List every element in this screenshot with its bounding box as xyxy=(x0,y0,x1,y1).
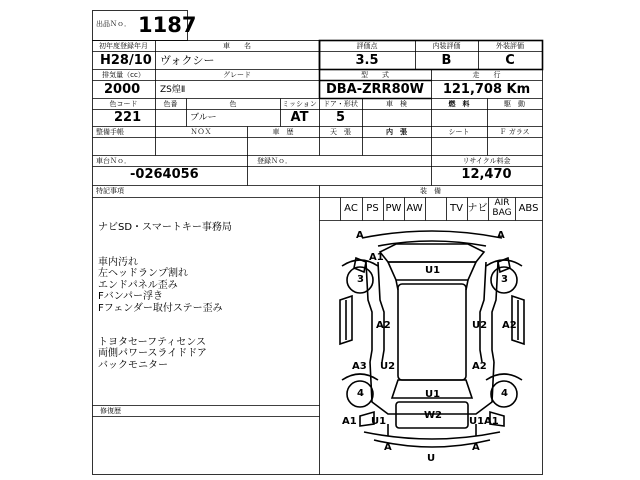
note-line: Fバンパー浮き xyxy=(98,291,164,302)
exterior-value: C xyxy=(505,53,515,68)
damage-mark: U1 xyxy=(425,389,441,400)
fuel-label: 燃 料 xyxy=(448,100,470,108)
model-label: 型 式 xyxy=(361,71,389,79)
chassis-label: 車台Ｎｏ． xyxy=(96,157,131,165)
transmission-label: ミッション xyxy=(282,100,317,108)
mileage-value: 121,708 Km xyxy=(442,82,531,97)
note-line: ナビSD・スマートキー事務局 xyxy=(98,222,232,233)
damage-mark: A xyxy=(356,230,364,241)
color-value: ブルー xyxy=(190,113,217,123)
rear-bumper-outline xyxy=(364,432,500,439)
color-label: 色 xyxy=(229,100,237,108)
hood-outline xyxy=(380,244,484,262)
damage-mark: 3 xyxy=(357,274,364,285)
note-line: 車内汚れ xyxy=(98,257,138,268)
transmission-value: AT xyxy=(290,110,309,125)
interior-label: 内装評価 xyxy=(432,42,461,50)
note-line: 両側パワースライドドア xyxy=(98,348,207,359)
equip-abs: ABS xyxy=(518,203,539,214)
equip-ac: AC xyxy=(344,203,358,214)
interior-trim-label: 内 張 xyxy=(386,128,407,136)
front-bumper-outline xyxy=(362,231,502,238)
equip-airbag: AIR BAG xyxy=(492,198,512,218)
damage-mark: A1 xyxy=(369,252,384,263)
notes-label: 特記事項 xyxy=(96,187,124,195)
exterior-label: 外装評価 xyxy=(496,42,524,50)
manual-label: 整備手帳 xyxy=(96,128,124,136)
doors-label: ドア・形状 xyxy=(323,100,358,108)
damage-mark: U1 xyxy=(371,416,387,427)
nox-label: ＮＯＸ xyxy=(190,128,212,136)
damage-mark: W2 xyxy=(424,410,442,421)
chassis-value: -0264056 xyxy=(130,167,199,182)
damage-mark: A2 xyxy=(502,320,517,331)
right-side-outline xyxy=(492,262,498,362)
damage-mark: A2 xyxy=(472,361,487,372)
left-side-outline xyxy=(366,262,372,362)
damage-mark: A2 xyxy=(376,320,391,331)
reg-no-label: 登録Ｎｏ． xyxy=(257,157,292,165)
repair-history-label: 修復歴 xyxy=(100,407,121,415)
damage-mark: U2 xyxy=(472,320,488,331)
damage-mark: A1 xyxy=(342,416,357,427)
roof-outline xyxy=(398,284,466,380)
equip-aw: AW xyxy=(406,203,423,214)
reg-date-label: 初年度登録年月 xyxy=(99,42,148,50)
damage-mark: A3 xyxy=(352,361,367,372)
damage-mark: A1 xyxy=(484,416,499,427)
reg-date-value: H28/10 xyxy=(100,53,152,68)
doors-value: 5 xyxy=(335,110,346,125)
color-code-label: 色コード xyxy=(109,100,138,108)
damage-mark: U1 xyxy=(469,416,485,427)
score-value: 3.5 xyxy=(355,53,379,68)
damage-mark: A xyxy=(384,442,392,453)
note-line: バックモニター xyxy=(98,360,168,371)
equip-ps: PS xyxy=(366,203,379,214)
damage-mark: A xyxy=(497,230,505,241)
score-label: 評価点 xyxy=(356,42,378,50)
recycle-value: 12,470 xyxy=(461,167,512,182)
note-line: Fフェンダー取付ステー歪み xyxy=(98,303,223,314)
damage-mark: U xyxy=(427,453,436,464)
color-code-value: 221 xyxy=(114,110,142,125)
equipment-label: 装 備 xyxy=(420,187,441,195)
damage-mark: U2 xyxy=(380,361,396,372)
car-name-value: ヴォクシー xyxy=(160,54,215,67)
lot-number: 1187 xyxy=(138,13,197,37)
inspection-label: 車 検 xyxy=(386,100,407,108)
damage-mark: U1 xyxy=(425,265,441,276)
glass-label: Ｆ ガラス xyxy=(499,128,530,136)
grade-value: ZS煌Ⅱ xyxy=(160,85,186,95)
note-line: 左ヘッドランプ割れ xyxy=(98,268,188,279)
seat-label: シート xyxy=(448,128,470,136)
car-name-label: 車 名 xyxy=(223,42,251,50)
recycle-label: リサイクル料金 xyxy=(462,157,511,165)
damage-mark: 4 xyxy=(357,388,364,399)
mileage-label: 走 行 xyxy=(472,71,501,79)
damage-mark: 3 xyxy=(501,274,508,285)
color-no-label: 色番 xyxy=(163,100,178,108)
equip-pw: PW xyxy=(385,203,402,214)
displacement-label: 排気量（cc） xyxy=(102,71,145,79)
grade-label: グレード xyxy=(223,71,251,79)
lot-number-label: 出品Ｎｏ． xyxy=(96,20,131,28)
drive-label: 駆 動 xyxy=(504,100,525,108)
displacement-value: 2000 xyxy=(104,82,141,97)
equip-tv: TV xyxy=(450,203,463,214)
sunroof-label: 天 張 xyxy=(330,128,351,136)
interior-value: B xyxy=(441,53,452,68)
history-label: 車 歴 xyxy=(272,128,294,136)
equip-navi: ナビ xyxy=(467,203,488,214)
note-line: エンドパネル歪み xyxy=(98,280,178,291)
model-value: DBA-ZRR80W xyxy=(325,82,425,97)
damage-mark: A xyxy=(472,442,480,453)
note-line: トヨタセーフティセンス xyxy=(98,337,206,348)
damage-mark: 4 xyxy=(501,388,508,399)
